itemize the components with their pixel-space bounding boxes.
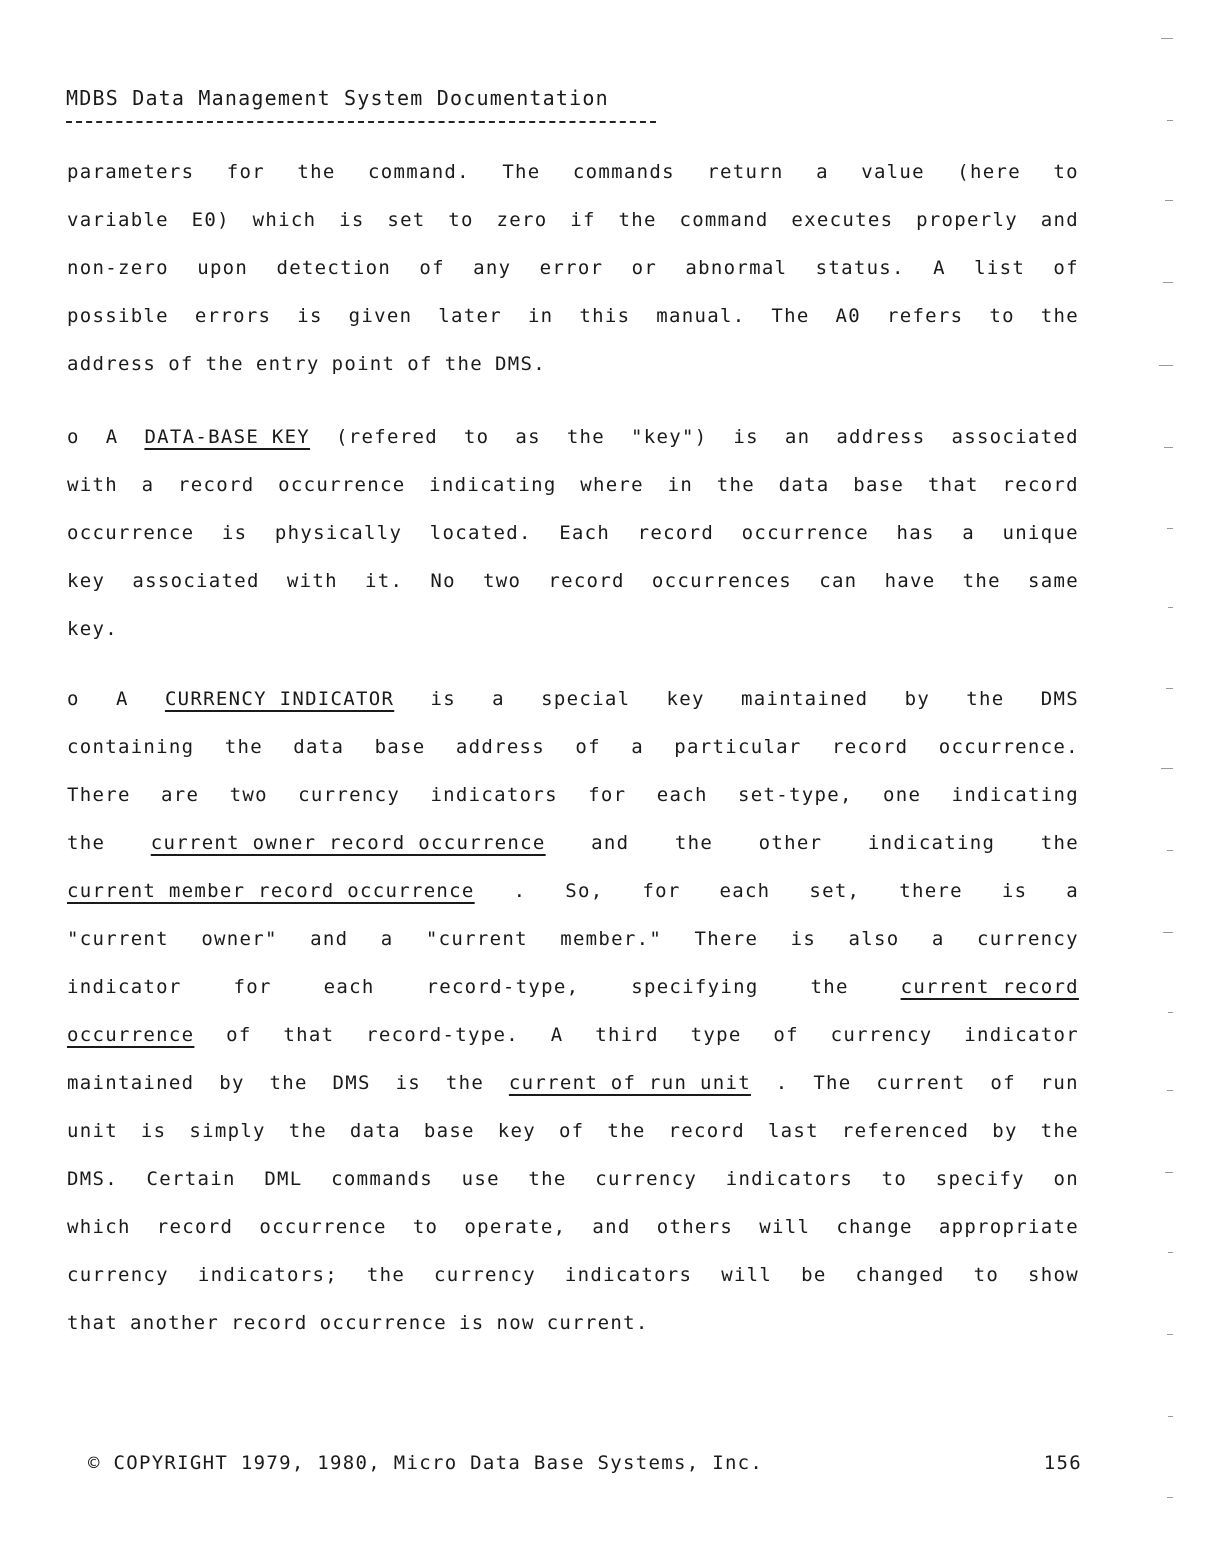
- word: DML: [264, 1168, 303, 1190]
- margin-tick: [1161, 768, 1173, 769]
- underlined-term: current member record occurrence: [67, 880, 475, 902]
- word: simply: [189, 1120, 266, 1142]
- word: as: [515, 426, 541, 448]
- margin-tick: [1166, 688, 1173, 689]
- word: a: [631, 736, 644, 758]
- underlined-term: CURRENCY INDICATOR: [164, 688, 395, 710]
- word: currency: [434, 1264, 536, 1286]
- word: is: [297, 305, 323, 327]
- word: the: [224, 736, 263, 758]
- word: one: [883, 784, 922, 806]
- word: that: [927, 474, 979, 496]
- word: two: [229, 784, 268, 806]
- word: maintained: [740, 688, 869, 710]
- word: will: [721, 1264, 773, 1286]
- margin-tick: [1165, 200, 1173, 201]
- word: and: [591, 832, 630, 854]
- word: last: [767, 1120, 819, 1142]
- margin-tick: [1163, 932, 1173, 933]
- word: record: [668, 1120, 745, 1142]
- word: occurrence: [259, 1216, 387, 1238]
- word: base: [853, 474, 905, 496]
- word: record: [637, 522, 715, 544]
- word: associated: [951, 426, 1079, 448]
- word: key: [497, 1120, 536, 1142]
- margin-tick: [1167, 1334, 1173, 1335]
- word: A: [105, 426, 119, 448]
- word: .: [775, 1072, 789, 1094]
- word: the: [716, 474, 755, 496]
- word: data: [349, 1120, 401, 1142]
- word: value: [861, 161, 925, 183]
- word: that: [283, 1024, 335, 1046]
- margin-tick: [1167, 1090, 1173, 1091]
- word: appropriate: [938, 1216, 1079, 1238]
- word: So,: [565, 880, 604, 902]
- word: it.: [365, 570, 404, 592]
- word: the: [297, 161, 336, 183]
- text-line: [67, 1309, 1079, 1357]
- word: two: [482, 570, 522, 592]
- word: The: [502, 161, 541, 183]
- word: changed: [855, 1264, 945, 1286]
- word: there: [899, 880, 963, 902]
- word: unit: [67, 1120, 118, 1142]
- text-line: [67, 1069, 1079, 1117]
- word: record-type.: [366, 1024, 519, 1046]
- word: The: [771, 305, 810, 327]
- word: of: [575, 736, 601, 758]
- word: a: [141, 474, 155, 496]
- word: DMS.: [67, 1168, 118, 1190]
- word: member.": [560, 928, 663, 950]
- word: of: [419, 257, 445, 279]
- word: by: [904, 688, 931, 710]
- word: any: [473, 257, 512, 279]
- margin-tick: [1167, 120, 1173, 121]
- word: a: [962, 522, 975, 544]
- word: another: [129, 1312, 220, 1334]
- word: DMS.: [495, 353, 546, 375]
- text-line: [67, 1021, 1079, 1069]
- word: currency: [976, 928, 1079, 950]
- word: which: [67, 1216, 131, 1238]
- word: occurrence: [278, 474, 406, 496]
- word: be: [801, 1264, 827, 1286]
- word: owner": [201, 928, 278, 950]
- word: each: [323, 976, 375, 998]
- word: given: [348, 305, 413, 327]
- word: indicators: [564, 1264, 693, 1286]
- word: the: [445, 1072, 485, 1094]
- word: a: [492, 688, 505, 710]
- word: is: [221, 522, 248, 544]
- word: properly: [916, 209, 1018, 231]
- text-line: [67, 973, 1079, 1021]
- word: if: [570, 209, 596, 231]
- word: maintained: [67, 1072, 195, 1094]
- margin-tick: [1164, 447, 1173, 448]
- word: indicating: [867, 832, 996, 854]
- word: record: [1002, 474, 1079, 496]
- word: (refered: [336, 426, 438, 448]
- word: other: [758, 832, 823, 854]
- word: of: [1053, 257, 1079, 279]
- word: key: [67, 570, 106, 592]
- word: non-zero: [67, 257, 169, 279]
- word: same: [1028, 570, 1079, 592]
- word: indicators;: [197, 1264, 338, 1286]
- word: data: [293, 736, 345, 758]
- word: a: [1066, 880, 1079, 902]
- margin-tick: [1159, 365, 1173, 366]
- margin-tick: [1161, 38, 1173, 39]
- word: later: [438, 305, 502, 327]
- text-line: [67, 925, 1079, 973]
- word: the: [1040, 832, 1079, 854]
- word: "key"): [631, 426, 708, 448]
- word: with: [67, 474, 118, 496]
- word: the: [288, 1120, 327, 1142]
- word: now: [496, 1312, 535, 1334]
- word: associated: [132, 570, 260, 592]
- word: o: [67, 426, 80, 448]
- margin-tick: [1167, 850, 1173, 851]
- word: each: [719, 880, 771, 902]
- word: for: [226, 161, 265, 183]
- paragraph-data-base-key: [67, 423, 1079, 663]
- word: to: [448, 209, 474, 231]
- word: list: [974, 257, 1026, 279]
- word: No: [430, 570, 456, 592]
- text-line: [67, 471, 1079, 519]
- word: set,: [809, 880, 861, 902]
- margin-tick: [1167, 1497, 1173, 1498]
- word: a: [816, 161, 829, 183]
- word: indicator: [67, 976, 182, 998]
- word: A0: [835, 305, 862, 327]
- paragraph-currency-indicator: [67, 685, 1079, 1357]
- text-line: [67, 1261, 1079, 1309]
- word: abnormal: [685, 257, 788, 279]
- word: refers: [886, 305, 964, 327]
- word: is: [140, 1120, 167, 1142]
- word: for: [588, 784, 627, 806]
- text-line: [67, 685, 1079, 733]
- word: of: [558, 1120, 585, 1142]
- margin-tick: [1168, 1252, 1173, 1253]
- word: of: [990, 1072, 1016, 1094]
- word: There: [694, 928, 759, 950]
- word: the: [528, 1168, 567, 1190]
- paragraph-parameters: [67, 158, 1079, 398]
- word: the: [1040, 1120, 1079, 1142]
- word: a: [931, 928, 945, 950]
- word: base: [423, 1120, 475, 1142]
- word: is: [1001, 880, 1028, 902]
- word: for: [642, 880, 681, 902]
- header-rule: [66, 121, 656, 123]
- word: There: [67, 784, 131, 806]
- word: the: [566, 426, 606, 448]
- copyright-notice: © COPYRIGHT 1979, 1980, Micro Data Base Systems, Inc.: [88, 1452, 764, 1474]
- word: on: [1053, 1168, 1079, 1190]
- word: is: [458, 1312, 485, 1334]
- word: indicating: [951, 784, 1079, 806]
- word: of: [407, 353, 433, 375]
- word: with: [286, 570, 338, 592]
- word: command.: [368, 161, 470, 183]
- word: indicator: [964, 1024, 1079, 1046]
- word: status.: [815, 257, 905, 279]
- word: to: [973, 1264, 1000, 1286]
- word: current: [876, 1072, 966, 1094]
- word: this: [579, 305, 631, 327]
- word: currency: [298, 784, 401, 806]
- word: will: [759, 1216, 811, 1238]
- word: the: [444, 353, 483, 375]
- word: upon: [197, 257, 249, 279]
- word: detection: [276, 257, 392, 279]
- text-line: [67, 1117, 1079, 1165]
- page-number: 156: [1043, 1452, 1082, 1474]
- word: specify: [935, 1168, 1025, 1190]
- word: physically: [274, 522, 403, 544]
- word: can: [819, 570, 858, 592]
- word: Certain: [146, 1168, 236, 1190]
- word: special: [541, 688, 631, 710]
- margin-tick: [1167, 528, 1173, 529]
- word: the: [962, 570, 1001, 592]
- word: variable: [67, 209, 169, 231]
- word: the: [1040, 305, 1079, 327]
- word: is: [395, 1072, 422, 1094]
- word: Each: [559, 522, 611, 544]
- word: set: [387, 209, 426, 231]
- scan-margin-marks: [1157, 0, 1173, 1567]
- text-line: [67, 206, 1079, 254]
- word: are: [161, 784, 200, 806]
- word: occurrence: [319, 1312, 447, 1334]
- word: others: [656, 1216, 734, 1238]
- word: address: [836, 426, 926, 448]
- word: the: [618, 209, 657, 231]
- word: third: [595, 1024, 659, 1046]
- word: record: [831, 736, 909, 758]
- word: to: [463, 426, 490, 448]
- word: commands: [331, 1168, 434, 1190]
- word: E0): [191, 209, 230, 231]
- word: key.: [67, 618, 118, 640]
- word: by: [992, 1120, 1018, 1142]
- word: return: [707, 161, 784, 183]
- underlined-term: occurrence: [67, 1024, 195, 1046]
- word: indicators: [430, 784, 558, 806]
- word: DMS: [332, 1072, 371, 1094]
- word: a: [380, 928, 394, 950]
- word: change: [836, 1216, 913, 1238]
- word: located.: [429, 522, 532, 544]
- word: occurrence: [741, 522, 869, 544]
- margin-tick: [1163, 282, 1173, 283]
- underlined-term: current owner record occurrence: [150, 832, 546, 854]
- word: occurrences: [651, 570, 793, 592]
- word: set-type,: [738, 784, 853, 806]
- page-footer: [88, 1452, 1082, 1474]
- text-line: [67, 254, 1079, 302]
- word: and: [310, 928, 349, 950]
- word: key: [666, 688, 705, 710]
- word: run: [1040, 1072, 1079, 1094]
- word: where: [580, 474, 644, 496]
- word: A: [115, 688, 129, 710]
- word: errors: [194, 305, 272, 327]
- word: point: [331, 353, 396, 375]
- margin-tick: [1168, 1012, 1173, 1013]
- text-line: [67, 567, 1079, 615]
- word: is: [733, 426, 759, 448]
- word: containing: [67, 736, 195, 758]
- word: data: [778, 474, 830, 496]
- word: operate,: [464, 1216, 567, 1238]
- text-line: [67, 877, 1079, 925]
- word: in: [527, 305, 554, 327]
- word: The: [813, 1072, 852, 1094]
- word: the: [366, 1264, 406, 1286]
- word: of: [773, 1024, 799, 1046]
- word: base: [374, 736, 426, 758]
- underlined-term: DATA-BASE KEY: [144, 426, 311, 448]
- word: address: [455, 736, 546, 758]
- word: show: [1028, 1264, 1079, 1286]
- word: command: [679, 209, 769, 231]
- word: record: [178, 474, 255, 496]
- text-line: [67, 423, 1079, 471]
- word: DMS: [1040, 688, 1079, 710]
- word: zero: [496, 209, 548, 231]
- word: executes: [791, 209, 894, 231]
- underlined-term: current of run unit: [508, 1072, 751, 1094]
- word: of: [226, 1024, 252, 1046]
- text-line: [67, 733, 1079, 781]
- word: the: [205, 353, 244, 375]
- word: currency: [595, 1168, 698, 1190]
- word: is: [339, 209, 365, 231]
- word: is: [790, 928, 817, 950]
- word: record-type,: [426, 976, 580, 998]
- word: that: [67, 1312, 118, 1334]
- word: (here: [957, 161, 1021, 183]
- text-line: [67, 350, 1079, 398]
- text-line: [67, 1165, 1079, 1213]
- word: particular: [674, 736, 802, 758]
- word: has: [896, 522, 935, 544]
- word: and: [1040, 209, 1079, 231]
- word: of: [168, 353, 194, 375]
- underlined-term: current record: [900, 976, 1079, 998]
- word: for: [233, 976, 272, 998]
- word: the: [607, 1120, 646, 1142]
- text-line: [67, 615, 1079, 663]
- word: also: [848, 928, 900, 950]
- text-line: [67, 158, 1079, 206]
- text-line: [67, 1213, 1079, 1261]
- word: current.: [546, 1312, 649, 1334]
- word: indicators: [725, 1168, 854, 1190]
- word: specifying: [631, 976, 759, 998]
- word: occurrence: [67, 522, 195, 544]
- word: commands: [572, 161, 675, 183]
- word: currency: [830, 1024, 933, 1046]
- word: the: [966, 688, 1005, 710]
- word: to: [989, 305, 1015, 327]
- text-line: [67, 781, 1079, 829]
- word: referenced: [841, 1120, 970, 1142]
- word: A: [933, 257, 946, 279]
- word: and: [592, 1216, 631, 1238]
- word: record: [156, 1216, 234, 1238]
- word: or: [631, 257, 658, 279]
- word: which: [252, 209, 317, 231]
- margin-tick: [1168, 607, 1173, 608]
- word: A: [550, 1024, 564, 1046]
- word: .: [513, 880, 527, 902]
- word: "current: [67, 928, 169, 950]
- text-line: [67, 519, 1079, 567]
- word: to: [1053, 161, 1079, 183]
- word: error: [539, 257, 604, 279]
- word: each: [656, 784, 708, 806]
- word: have: [884, 570, 936, 592]
- word: possible: [67, 305, 169, 327]
- margin-tick: [1168, 1416, 1173, 1417]
- page-header-title: MDBS Data Management System Documentation: [66, 86, 609, 110]
- word: "current: [425, 928, 528, 950]
- word: the: [674, 832, 714, 854]
- word: to: [881, 1168, 908, 1190]
- word: record: [231, 1312, 308, 1334]
- word: o: [67, 688, 80, 710]
- word: manual.: [656, 305, 746, 327]
- word: the: [67, 832, 106, 854]
- word: record: [548, 570, 625, 592]
- word: by: [219, 1072, 245, 1094]
- word: use: [461, 1168, 500, 1190]
- word: currency: [67, 1264, 169, 1286]
- word: to: [412, 1216, 439, 1238]
- word: indicating: [429, 474, 557, 496]
- word: parameters: [67, 161, 195, 183]
- word: is: [430, 688, 456, 710]
- word: type: [690, 1024, 742, 1046]
- word: the: [810, 976, 849, 998]
- word: occurrence.: [938, 736, 1079, 758]
- margin-tick: [1165, 1172, 1173, 1173]
- word: the: [269, 1072, 308, 1094]
- word: address: [67, 353, 157, 375]
- word: entry: [255, 353, 320, 375]
- text-line: [67, 302, 1079, 350]
- word: an: [784, 426, 811, 448]
- text-line: [67, 829, 1079, 877]
- word: unique: [1002, 522, 1079, 544]
- word: in: [667, 474, 694, 496]
